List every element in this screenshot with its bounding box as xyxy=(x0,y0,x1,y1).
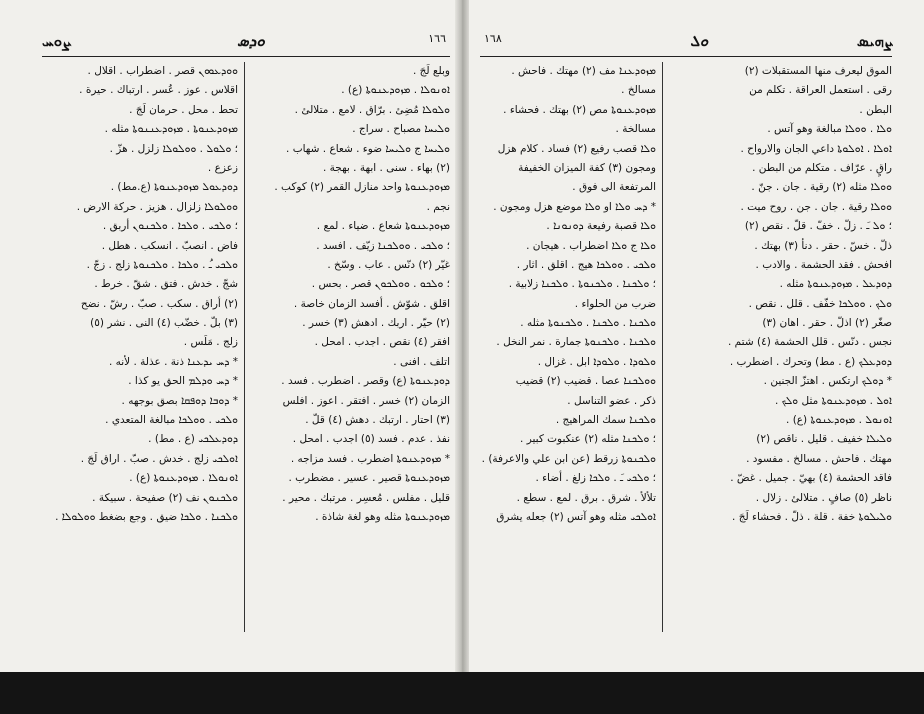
left-outer-column xyxy=(42,62,238,632)
dictionary-line: مسالخ . xyxy=(621,84,656,97)
right-inner-column xyxy=(480,62,656,632)
left-column-rule xyxy=(244,62,245,632)
dictionary-line: ܘܘܠܘܠܐ زلزال . هزيز . حركة الارض . xyxy=(76,200,238,213)
dictionary-line: (٢) بهاء . سنى . ابهة . بهجة . xyxy=(323,161,450,174)
right-page xyxy=(480,28,892,628)
dictionary-line: ذكر . عضو التناسل . xyxy=(567,394,656,407)
dictionary-line: (٢) أراق . سكب . صبّ . رشّ . نضح xyxy=(80,297,238,310)
dictionary-line: ܘܠܝܠܐ خفيف . قليل . ناقص (٢) xyxy=(756,433,892,446)
dictionary-line: ؛ ܘܠܟܢܐ . ܘܠܟܢܘܬܐ . ܘܠܟܢܐ زلابية . xyxy=(508,278,656,291)
dictionary-line: ؛ ܘܠܟܢܐ مثله (٢) عنكبوت كبير . xyxy=(520,433,656,446)
dictionary-line: نجس . دنّس . قلل الحشمة (٤) شتم . xyxy=(728,336,892,349)
dictionary-line: (٢) حيّر . اربك . ادهش (٣) خسر . xyxy=(302,317,450,330)
dictionary-line: غيّر (٢) دنّس . عاب . وسّخ . xyxy=(327,258,450,271)
dictionary-line: ܐܘܠܟܝ زلج . خدش . صبّ . اراق لَجَ . xyxy=(80,452,238,465)
dictionary-line: ܘܠܟܝ . ܘܘܠܟܐ هيج . اقلق . اثار . xyxy=(516,258,656,271)
dictionary-line: ܘܠܟܢܐ . ܘܠܟܐ ضيق . وجع بضغط ܘܘܠܘܠܐ . xyxy=(55,510,238,523)
right-root-head: ܘܠ xyxy=(690,32,709,50)
dictionary-line: ܘܘܠܐ رقية . جان . جن . روح ميت . xyxy=(740,200,892,213)
dictionary-line: ܘܘܠܟܢܐ عصا . قضيب (٢) قضيب xyxy=(515,375,656,388)
dictionary-line: ܘܠܟܢܘܬܐ زرقط (عن ابن علي والاعرفة) . xyxy=(481,452,656,465)
dictionary-line: ܘܠܘܠܐ مُضِئ . برّاق . لامع . متلالئ . xyxy=(294,103,450,116)
dictionary-line: * ܕܘܠܟ ارتكس . اهتزّ الجنين . xyxy=(763,375,892,388)
dictionary-line: ܕܘܕܥܠܟܝ (ع . مط) . xyxy=(148,433,238,446)
dictionary-line: قليل . مفلس . مُعسِر . مرتبك . محير . xyxy=(282,491,450,504)
scanner-edge xyxy=(0,672,924,714)
dictionary-line: * ܡܙܘܕܥܢܘܬܐ اضطرب . فسد مزاجه . xyxy=(290,452,450,465)
dictionary-line: نفذ . عدم . فسد (٥) اجدب . امحل . xyxy=(292,433,450,446)
dictionary-line: ܘܘܕܥܘܘܢ قصر . اضطراب . اقلال . xyxy=(87,65,238,77)
dictionary-line: تلألأ . شرق . برق . لمع . سطع . xyxy=(516,491,656,504)
dictionary-line: ؛ ܘܠܟܘ . ܘܘܠܟܘܢ قصر . بحس . xyxy=(311,278,450,291)
left-page-columns xyxy=(42,62,450,632)
dictionary-line: فاض . انصبّ . انسكب . هطل . xyxy=(101,239,238,252)
dictionary-line: * ܕܚ ܘܠܐ او ܘܠܐ موضع هزل ومجون . xyxy=(493,200,656,213)
dictionary-line: شجّ . خدش . فتق . شقّ . خرط . xyxy=(94,278,238,291)
right-running-head: ܨܗܝܣ xyxy=(856,32,892,50)
dictionary-line: الزمان (٢) خسر . افتقر . اعوز . افلس xyxy=(282,394,450,407)
dictionary-line: ܘܠܘܕܐ . ܘܠܘܕܐ ابل . غزال . xyxy=(537,355,656,368)
dictionary-line: وبلع لَجَ . xyxy=(412,65,450,77)
dictionary-line: اقلاس . عوز . عُسر . ارتباك . حيرة . xyxy=(79,84,238,97)
dictionary-line: مسالخة . xyxy=(615,123,656,136)
dictionary-line: راقٍ . عرّاف . متكلم من البطن . xyxy=(752,161,892,174)
dictionary-line: ؛ ܘܠܘܠ . ܘܘܠܘܠܐ زلزل . هزّ . xyxy=(109,142,238,155)
dictionary-line: ܘܠܝܚܐ ج ܘܠܝܚܐ ضوء . شعاع . شهاب . xyxy=(286,142,450,155)
dictionary-line: اقلق . شوّش . أفسد الزمان خاصة . xyxy=(293,297,450,310)
right-page-columns xyxy=(480,62,892,632)
dictionary-line: ܘܠܟ . ܘܘܠܟܐ خفّف . قلل . نقص . xyxy=(748,297,892,310)
dictionary-line: ܘܠܐ . ܘܘܠܐ مبالغة وهو آتس . xyxy=(767,123,892,136)
dictionary-line: ܘܠܐ قصب رفيع (٢) فساد . كلام هزل xyxy=(497,142,656,155)
dictionary-line: ضرب من الحلواء . xyxy=(574,297,656,310)
dictionary-line: ܡܙܘܕܥܢܘܬܐ مص (٢) بهتك . فحشاء . xyxy=(503,103,656,116)
dictionary-line: ܘܠܝܚܐ مصباح . سراج . xyxy=(352,123,450,136)
dictionary-line: ؛ ܘܠܟܝ . ܘܠܟܐ . ܘܠܟܢܘܢ أربق . xyxy=(102,220,238,233)
right-outer-column xyxy=(668,62,892,632)
dictionary-line: ومجون (٣) كفة الميزان الخفيفة xyxy=(518,161,656,174)
dictionary-line: ܡܙܘܕܥܢܘܬܐ واحد منازل القمر (٢) كوكب . xyxy=(274,181,450,194)
left-running-head: ܨܘܚ xyxy=(42,32,71,50)
left-inner-column xyxy=(250,62,450,632)
dictionary-line: ܘܠܟܢܐ . ܘܠܟܢܘܬܐ جمارة . نمر النخل . xyxy=(496,336,656,349)
right-column-rule xyxy=(662,62,663,632)
dictionary-line: ܡܙܘܕܥܢܘܬܐ مثله وهو لغة شاذة . xyxy=(315,510,450,523)
dictionary-line: رقى . استعمل العراقة . تكلم من xyxy=(749,84,892,97)
dictionary-line: * ܕܘܒܐ ܕܘܦܩܐ بصق بوجهه . xyxy=(121,394,238,407)
dictionary-line: ܡܙܘܕܥܢܘܬܐ . ܡܙܘܕܥܢܢܘܬܐ مثله . xyxy=(104,123,238,136)
left-page-header xyxy=(42,28,450,57)
dictionary-line: اتلف . افنى . xyxy=(393,355,450,368)
dictionary-line: ؛ ܘܠܟܝ . ܘܘܠܟܢܐ زيّف . افسد . xyxy=(316,239,450,252)
dictionary-line: (٣) احتار . ارتبك . دهش (٤) قلّ . xyxy=(305,414,450,427)
right-page-header xyxy=(480,28,892,57)
dictionary-line: ܡܙܘܕܥܢܘܬܐ شعاع . ضياء . لمع . xyxy=(316,220,450,233)
dictionary-line: ܘܠܐ ج ܘܠܐ اضطراب . هيجان . xyxy=(526,239,656,252)
right-page-number: ١٦٨ xyxy=(484,32,502,45)
book-gutter xyxy=(455,0,469,672)
dictionary-line: ܡܙܘܕܥܢܐ مف (٢) مهتك . فاحش . xyxy=(511,65,656,77)
left-page xyxy=(42,28,450,628)
dictionary-line: المرتفعة الى فوق . xyxy=(572,181,656,194)
dictionary-line: صغّر (٢) اذلّ . حقر . اهان (٣) xyxy=(762,317,892,330)
dictionary-line: ܐܘܢܘܠܐ . ܡܙܘܕܥܢܘܬܐ (ع) . xyxy=(341,84,450,97)
dictionary-line: ܘܠܟܢܐ سمك المراهيج . xyxy=(555,414,656,427)
dictionary-line: ܕܘܕܥܢܘܬܐ (ع) وقصر . اضطرب . فسد . xyxy=(281,375,450,388)
dictionary-line: ܘܠܝܠܘܬܐ خفة . قلة . ذلّ . فحشاء لَجَ . xyxy=(732,510,892,523)
dictionary-line: ܐܘܠ . ܡܙܘܕܥܢܘܬܐ مثل ܘܠܟ . xyxy=(775,394,892,407)
dictionary-line: ܕܘܕܥܠ . ܡܙܘܕܥܢܘܬܐ مثله . xyxy=(779,278,892,291)
dictionary-line: ܘܠܐ قصبة رفيعة ܕܘܢܘܢܐ . xyxy=(546,220,656,233)
dictionary-line: زعزع . xyxy=(207,161,238,174)
dictionary-line: ذلّ . خسّ . حقر . دنأ (٣) بهتك . xyxy=(754,239,892,252)
dictionary-line: * ܕܚ ܝܕܥܢܐ ذنة . عذلة . لأنه . xyxy=(108,355,238,368)
dictionary-line: ܐܘܢܘܠܐ . ܡܙܘܕܥܢܘܬܐ (ع) . xyxy=(129,472,238,485)
dictionary-line: ؛ ܘܠ ـَ . زلّ . خفّ . قلّ . نقص (٢) xyxy=(744,220,892,233)
dictionary-line: ܘܠܟܝ . ܘܘܠܟܐ مبالغة المتعدي . xyxy=(105,414,238,427)
dictionary-line: زلج . مَلَس . xyxy=(183,336,238,349)
dictionary-line: ܕܘܕܥܘܠ ܡܙܘܕܥܢܘܬܐ (ع.مط) . xyxy=(110,181,238,194)
dictionary-line: ܐܘܢܘܠ . ܡܙܘܕܥܢܘܬܐ (ع) . xyxy=(786,414,892,427)
dictionary-line: نجم . xyxy=(426,200,450,213)
dictionary-line: ܘܠܟܢܐ . ܘܠܟܢܐ . ܘܠܟܢܘܬܐ مثله . xyxy=(520,317,656,330)
dictionary-line: ܘܠܟܢܘܢ نف (٢) صفيحة . سبيكة . xyxy=(92,491,238,504)
dictionary-line: فاقد الحشمة (٤) بهيّ . جميل . غضّ . xyxy=(730,472,892,485)
dictionary-line: الموق ليعرف منها المستقبلات (٢) xyxy=(744,65,892,77)
left-root-head: ܘܕܣ xyxy=(237,32,265,50)
dictionary-line: مهتك . فاحش . مسالخ . مفسود . xyxy=(746,452,892,465)
dictionary-line: ܕܘܕܥܠܟ (ع . مط) وتحرك . اضطرب . xyxy=(729,355,892,368)
dictionary-line: ܘܠܟܝ ـُ . ܘܠܟܐ . ܘܠܟܢܘܬܐ زلج . زجّ . xyxy=(86,258,238,271)
dictionary-line: افقر (٤) نقص . اجدب . امحل . xyxy=(314,336,450,349)
dictionary-line: ܡܙܘܕܥܢܘܬܐ قصير . عسير . مضطرب . xyxy=(288,472,450,485)
dictionary-line: ܐܘܠܟܝ مثله وهو آتس (٢) جعله يشرق xyxy=(496,510,656,523)
dictionary-line: افحش . فقد الحشمة . والادب . xyxy=(755,258,892,271)
dictionary-line: (٣) بلّ . خضّب (٤) النى . نشر (٥) xyxy=(90,317,238,330)
left-page-number: ١٦٦ xyxy=(428,32,446,45)
dictionary-line: ناظر (٥) صافٍ . متلالئ . زلال . xyxy=(755,491,892,504)
dictionary-line: ܘܘܠܐ مثله (٢) رقية . جان . جنّ . xyxy=(751,181,892,194)
dictionary-line: ܐܘܠܐ . ܐܘܠܘܬܐ داعي الجان والارواح . xyxy=(740,142,892,155)
dictionary-line: * ܕܚ ܘܕܠܡ الحق يو كذا . xyxy=(128,375,238,388)
dictionary-line: ؛ ܘܠܟܝ ـَ . ܘܠܟܐ زلغ . أضاء . xyxy=(535,472,656,485)
dictionary-line: تحط . محل . حرمان لَجَ . xyxy=(129,103,238,116)
dictionary-line: البطن . xyxy=(859,103,892,116)
